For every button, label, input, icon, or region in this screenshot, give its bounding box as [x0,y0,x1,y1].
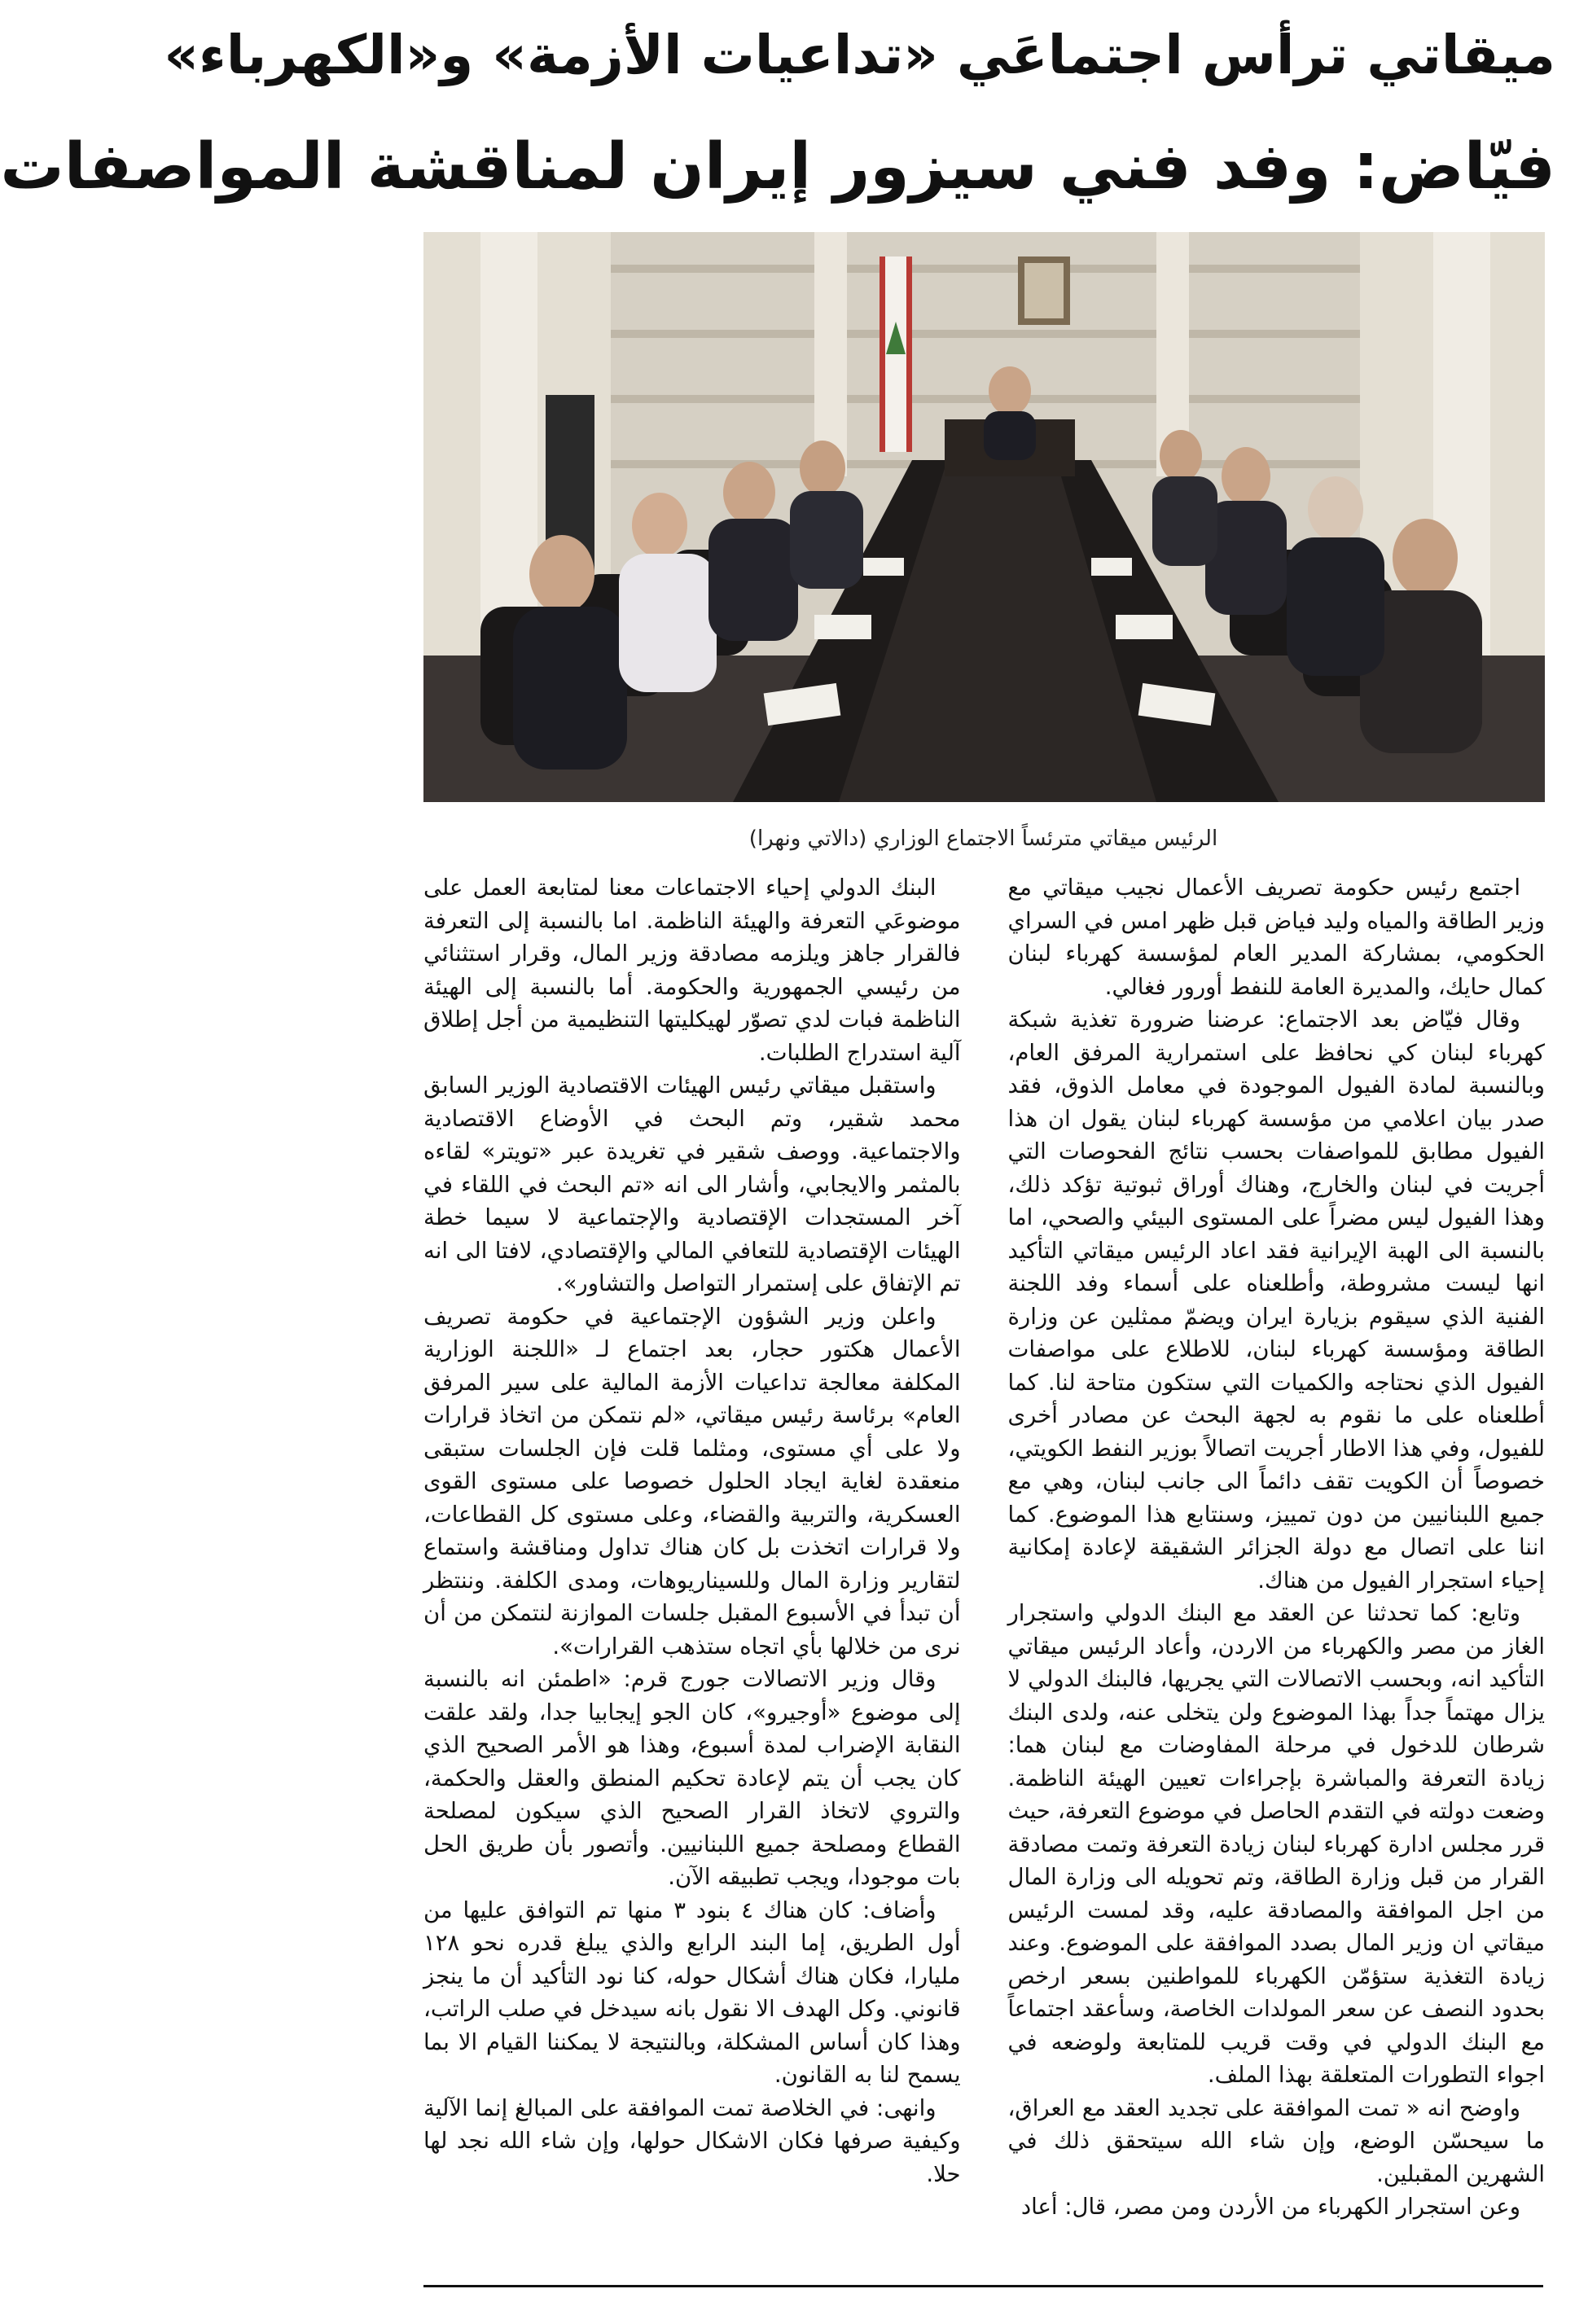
paragraph: وقال فيّاض بعد الاجتماع: عرضنا ضرورة تغذية شبكة كهرباء لبنان كي نحافظ على استمرارية المرفق العام، وبالنسبة لمادة الفيول الموجودة في معامل الذوق، فقد صدر بيان اعلامي من مؤسسة كهرباء لبنان يقول ان هذا الفيول مطابق للمواصفات بحسب نتائج الفحوصات التي أجريت في لبنان والخارج، وهناك أوراق ثبوتية تؤكد ذلك، وهذا الفيول ليس مضراً على المستوى البيئي والصحي، اما بالنسبة الى الهبة الإيرانية فقد اعاد الرئيس ميقاتي التأكيد انها ليست مشروطة، وأطلعناه على أسماء وفد اللجنة الفنية الذي سيقوم بزيارة ايران ويضمّ ممثلين عن وزارة الطاقة ومؤسسة كهرباء لبنان، للاطلاع على مواصفات الفيول الذي نحتاجه والكميات التي ستكون متاحة لنا. كما أطلعناه على ما نقوم به لجهة البحث عن مصادر أخرى للفيول، وفي هذا الاطار أجريت اتصالاً بوزير النفط الكويتي، خصوصاً أن الكويت تقف دائماً الى جانب لبنان، وهي مع جميع اللبنانيين من دون تمييز، وسنتابع هذا الموضوع. كما اننا على اتصال مع دولة الجزائر الشقيقة لإعادة إمكانية إحياء استجرار الفيول من هناك. [1007,1006,1545,1594]
photo-caption: الرئيس ميقاتي مترئساً الاجتماع الوزاري (دالاتي ونهرا) [748,827,1218,851]
article-kicker: ميقاتي ترأس اجتماعَي «تداعيات الأزمة» و«الكهرباء» [164,24,1555,86]
column-left [423,871,961,2256]
paragraph: وانهى: في الخلاصة تمت الموافقة على المبالغ إنما الآلية وكيفية صرفها فكان الاشكال حولها، وإن شاء الله نجد لها حلا. [423,2094,961,2187]
paragraph: واعلن وزير الشؤون الإجتماعية في حكومة تصريف الأعمال هكتور حجار، بعد اجتماع لـ «اللجنة الوزارية المكلفة معالجة تداعيات الأزمة المالية على سير المرفق العام» برئاسة رئيس ميقاتي، «لم نتمكن من اتخاذ قرارات ولا على أي مستوى، ومثلما قلت فإن الجلسات ستبقى منعقدة لغاية ايجاد الحلول خصوصا على مستوى القوى العسكرية، والتربية والقضاء، وعلى مستوى كل القطاعات، ولا قرارات اتخذت بل كان هناك تداول ومناقشة واستماع لتقارير وزارة المال وللسيناريوهات، ومدى الكلفة. وننتظر أن تبدأ في الأسبوع المقبل جلسات الموازنة لنتمكن من أن نرى من خلالها بأي اتجاه ستذهب القرارات». [423,1303,961,1660]
paragraph: وقال وزير الاتصالات جورج قرم: «اطمئن انه بالنسبة إلى موضوع «أوجيرو»، كان الجو إيجابيا جدا، ولقد علقت النقابة الإضراب لمدة أسبوع، وهذا هو الأمر الصحيح الذي كان يجب أن يتم لإعادة تحكيم المنطق والعقل والحكمة، والتروي لاتخاذ القرار الصحيح الذي سيكون لمصلحة القطاع ومصلحة جميع اللبنانيين. وأتصور بأن طريق الحل بات موجودا، ويجب تطبيقه الآن. [423,1666,961,1890]
column-right [1008,871,1546,2256]
meeting-photo-illustration [423,232,1545,802]
paragraph: وأضاف: كان هناك ٤ بنود ٣ منها تم التوافق عليها من أول الطريق، إما البند الرابع والذي يبلغ قدره نحو ١٢٨ مليارا، فكان هناك أشكال حوله، كنا نود التأكيد أن ما ينجز قانوني. وكل الهدف الا نقول بانه سيدخل في صلب الراتب، وهذا كان أساس المشكلة، وبالنتيجة لا يمكننا القيام الا بما يسمح لنا به القانون. [423,1896,961,2088]
paragraph: واستقبل ميقاتي رئيس الهيئات الاقتصادية الوزير السابق محمد شقير، وتم البحث في الأوضاع الاقتصادية والاجتماعية. ووصف شقير في تغريدة عبر «تويتر» لقاءه بالمثمر والايجابي، وأشار الى انه «تم البحث في اللقاء في آخر المستجدات الإقتصادية والإجتماعية لا سيما خطة الهيئات الإقتصادية للتعافي المالي والإقتصادي، لافتا الى انه تم الإتفاق على إستمرار التواصل والتشاور». [423,1072,961,1296]
bottom-rule [423,2285,1543,2287]
article-body [423,871,1545,2256]
paragraph: واوضح انه « تمت الموافقة على تجديد العقد مع العراق، ما سيحسّن الوضع، وإن شاء الله سيتحقق ذلك في الشهرين المقبلين. [1007,2094,1545,2187]
article-headline: فيّاض: وفد فني سيزور إيران لمناقشة المواصفات [0,130,1555,204]
article-photo [423,232,1545,802]
paragraph: وتابع: كما تحدثنا عن العقد مع البنك الدولي واستجرار الغاز من مصر والكهرباء من الاردن، وأعاد الرئيس ميقاتي التأكيد انه، وبحسب الاتصالات التي يجريها، فالبنك الدولي لا يزال مهتماً جداً بهذا الموضوع ولن يتخلى عنه، ولدى البنك شرطان للدخول في مرحلة المفاوضات مع لبنان هما: زيادة التعرفة والمباشرة بإجراءات تعيين الهيئة الناظمة. وضعت دولته في التقدم الحاصل في موضوع التعرفة، حيث قرر مجلس ادارة كهرباء لبنان زيادة التعرفة وتمت مصادقة القرار من قبل وزارة الطاقة، وتم تحويله الى وزارة المال من اجل الموافقة والمصادقة عليه، وقد لمست الرئيس ميقاتي ان وزير المال بصدد الموافقة على الموضوع. وعند زيادة التغذية ستؤمّن الكهرباء للمواطنين بسعر ارخص بحدود النصف عن سعر المولدات الخاصة، وسأعقد اجتماعاً مع البنك الدولي في وقت قريب للمتابعة ولوضعه في اجواء التطورات المتعلقة بهذا الملف. [1007,1600,1545,2088]
paragraph: البنك الدولي إحياء الاجتماعات معنا لمتابعة العمل على موضوعَي التعرفة والهيئة الناظمة. اما بالنسبة إلى التعرفة فالقرار جاهز ويلزمه مصادقة وزير المال، وقرار استثنائي من رئيسي الجمهورية والحكومة. أما بالنسبة إلى الهيئة الناظمة فبات لدي تصوّر لهيكليتها التنظيمية من أجل إطلاق آلية استدراج الطلبات. [423,875,961,1066]
paragraph: اجتمع رئيس حكومة تصريف الأعمال نجيب ميقاتي مع وزير الطاقة والمياه وليد فياض قبل ظهر امس في السراي الحكومي، بمشاركة المدير العام لمؤسسة كهرباء لبنان كمال حايك، والمديرة العامة للنفط أورور فغالي. [1007,875,1545,1000]
paragraph: وعن استجرار الكهرباء من الأردن ومن مصر، قال: أعاد [1020,2194,1520,2220]
